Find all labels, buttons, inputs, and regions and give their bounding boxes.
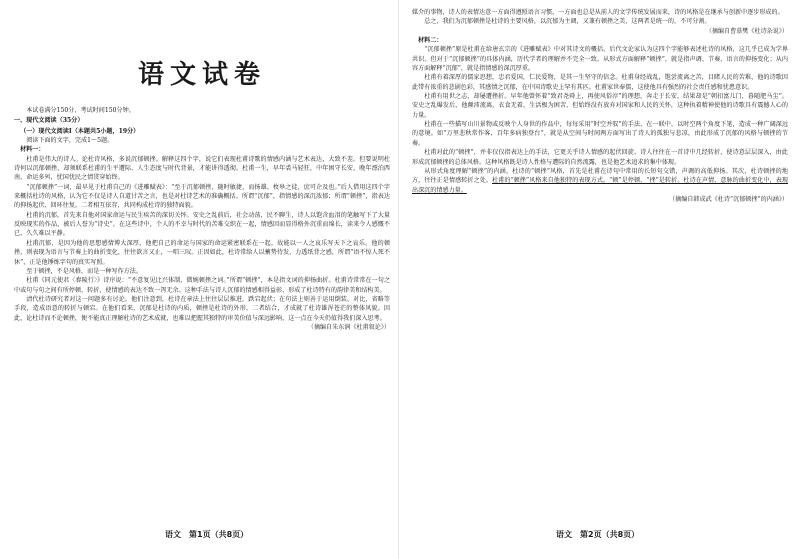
material-label: 材料二：: [418, 37, 443, 45]
paragraph-text: 从形式角度理解“顿挫”的内涵，杜诗的“顿挫”风格，首先是杜甫在诗句中常用的长短句交错，声调的高低抑扬。其次，杜诗顿挫的地方，往往正是情感转折之处。: [412, 167, 788, 185]
section-heading: 一、现代文阅读（35分）: [14, 117, 84, 125]
source-citation: （摘编自韩成武《杜诗“沉郁顿挫”的内涵》）: [669, 195, 788, 203]
paragraph: 至于顿挫，不是风格，而是一种写作方法。: [26, 267, 142, 275]
page-divider: [398, 0, 399, 559]
paragraph: 杜甫沉郁，是因为他的思想感情博大深厚，他把自己的命运与国家的命运紧密联系在一起，故能以一人之哀乐写天下之哀乐。他的顿挫，则表现为语言与节奏上的曲折变化，往往欲言又止，一唱三叹。正因如此，杜诗常给人以蓄势待发、力透纸背之感，所谓“语不惊人死不休”，正是他锤炼字句的真实写照。: [14, 239, 390, 266]
material-label: 材料一：: [20, 146, 45, 154]
exam-info: 本试卷满分150分，考试时间150分钟。: [26, 107, 135, 114]
paragraph: 媒介的事物，诗人的表情达意一方面得遵照语言习惯，一方面也总是从前人的文学传统发展而来，诗的风格是在继承与创新中逐步形成的。: [412, 9, 784, 16]
subsection-heading: （一）现代文阅读Ⅰ（本题共5小题，19分）: [20, 127, 140, 135]
paragraph: 杜甫《同元使君〈舂陵行〉》诗序说：“不意复见比兴体制，微婉顿挫之词。”所谓“顿挫”，本是指文词的抑扬曲折。杜甫诗常常在一句之中或句与句之间有所停顿、转折，使情感的表达不致一泻无余。这种手法与诗人沉郁的情感相得益彰，形成了杜诗特有的韵律美和结构美。: [14, 277, 390, 294]
paragraph: 杜甫有着深厚的儒家思想，忠君爱国，仁民爱物，是其一生坚守的信念。杜甫身经战乱，饱尝流离之苦，目睹人民的苦难，他的诗歌因此带有浓重的悲剧色彩，其感情之沉郁，在中国诗歌史上罕有其匹。杜甫家世奉儒，这使他具有强烈的社会责任感和忧患意识。: [412, 74, 788, 91]
instruction: 阅读下面的文字，完成1～5题。: [26, 137, 114, 145]
page-footer-1: 语文 第1页（共8页）: [165, 530, 249, 539]
source-citation: （摘编自朱东润《杜甫叙论》）: [307, 323, 390, 331]
underlined-sentence: 杜甫的“顿挫”风格来自他独特的表现方式。“顿”是停顿，“挫”是转折。杜诗在声情、意脉的曲折变化中，表现出深沉的情感力量。: [412, 177, 788, 194]
paragraph: 杜甫有用世之志，却屡遭挫折。早年他曾怀着“致君尧舜上，再使风俗淳”的理想，奔走于长安，结果却是“朝扣富儿门，暮随肥马尘”。安史之乱爆发后，他颠沛流离，衣食无着，生活极为困苦，但始终没有放弃对国家和人民的关怀，这种执着精神使他的诗歌具有震撼人心的力量。: [412, 93, 788, 119]
paragraph: 总之，我们为沉郁顿挫是杜诗的主要风格，以沉郁为主调，又兼有顿挫之美，这两者是统一的，不可分割。: [424, 18, 711, 26]
paragraph: “沉郁顿挫”一词，最早见于杜甫自己的《进雕赋表》：“至于沉郁顿挫，随时敏捷，而扬雄、枚皋之徒，庶可企及也。”后人借用这四个字来概括杜诗的风格，认为它不仅是诗人自道甘苦之言，也是对杜诗艺术的准确概括。所谓“沉郁”，指情感的深沉浓郁；所谓“顿挫”，指表达的抑扬起伏、回环往复。二者相互依存，共同构成杜诗的独特面貌。: [14, 183, 390, 210]
paragraph: 杜甫是伟大的诗人。论杜诗风格，多说沉郁顿挫。解释这四个字，说它们表现杜甫诗歌的情感内涵与艺术表达，大致不差。但要说明杜诗何以沉郁顿挫，却须联系杜甫的生平遭际、人生态度与时代背景，才能讲得透彻。杜甫一生，早年裘马轻狂，中年困守长安，晚年漂泊西南，命运多舛，忧国忧民之情贯穿始终。: [14, 155, 390, 182]
source-citation: （摘编自曹慕樊《杜诗杂说》）: [705, 27, 788, 35]
paragraph: 杜甫在一些描写山川景物或反映个人身世的作品中，每每采用“时空并驭”的手法，在一联中，以时空两个角度下笔，造成一种广阔深远的意境。如“万里悲秋常作客，百年多病独登台”，就是从空间与时间两方面写出了诗人的孤独与悲凉，由此形成了沉郁的风格与顿挫的节奏。: [412, 121, 788, 147]
exam-title: 语文试卷: [137, 60, 266, 90]
paragraph: 清代杜诗研究者对这一问题多有讨论。他们注意到，杜诗在章法上往往层层推进，跌宕起伏；在句法上则善于运用倒装、对比、省略等手段，造成语意的转折与顿宕。在他们看来，沉郁是杜诗的内质，顿挫是杜诗的外形，二者结合，才成就了杜诗雄浑苍茫的整体风貌。因此，论杜诗而不论顿挫，便不能真正理解杜诗的艺术成就，也难以把握其独特的审美价值与深远影响，这一点在今天仍值得我们深入思考。: [14, 295, 390, 322]
paragraph: [412, 167, 788, 195]
page-footer-2: 语文 第2页（共8页）: [556, 530, 640, 539]
paragraph: 杜甫对此的“顿挫”，并非仅仅指表达上的手法，它更关乎诗人情感的起伏回旋。诗人往往在一首诗中几经转折，使诗意层层深入，由此形成沉郁顿挫的总体风格。这种风格既是诗人性格与遭际的自然流露，也是他艺术追求的集中体现。: [412, 149, 788, 166]
paragraph: “沉郁顿挫”原是杜甫在给唐玄宗的《进雕赋表》中对其诗文的概括，后代文论家认为这四个字能够表述杜诗的风格，这几乎已成为学界共识。但对于“沉郁顿挫”的具体内涵，历代学者的理解并不完全一致。从形式方面解释“顿挫”，就是指声调、节奏、语言的抑扬变化；从内容方面解释“沉郁”，就是指情感的深沉厚重。: [412, 46, 788, 73]
paragraph: 杜甫的沉郁，首先来自他对国家命运与民生疾苦的深切关怀。安史之乱前后，社会动荡，民不聊生，诗人以饱含血泪的笔触写下了大量反映现实的作品，被后人誉为“诗史”。在这些诗中，个人的不幸与时代的苦难交织在一起，情感因而显得格外沉重而绵长，读来令人感慨不已，久久难以平静。: [14, 211, 390, 238]
page-2: [412, 8, 788, 528]
page-1: [14, 8, 390, 528]
